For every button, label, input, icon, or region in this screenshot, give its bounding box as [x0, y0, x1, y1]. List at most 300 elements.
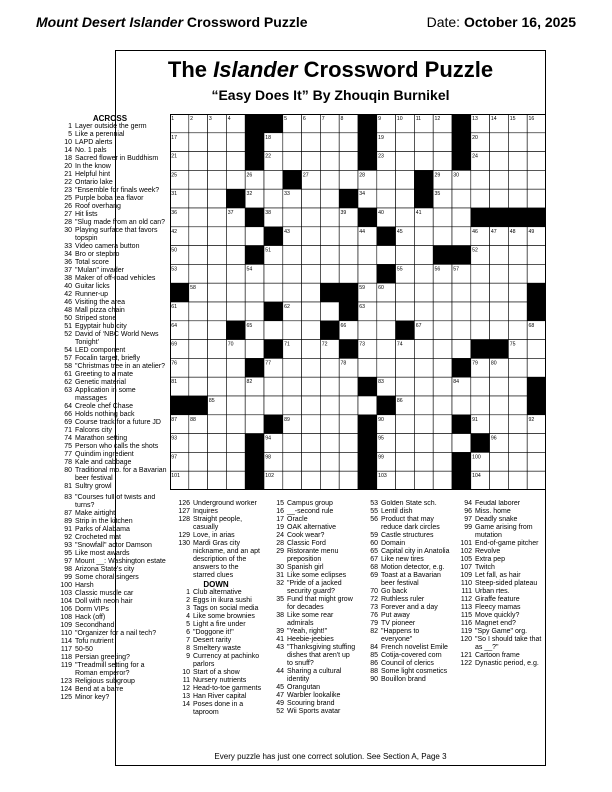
- grid-cell[interactable]: [396, 114, 415, 133]
- grid-cell[interactable]: [283, 321, 302, 340]
- grid-cell[interactable]: [320, 340, 339, 359]
- grid-cell[interactable]: [490, 302, 509, 321]
- grid-cell[interactable]: [264, 283, 283, 302]
- grid-cell[interactable]: [452, 264, 471, 283]
- grid-cell[interactable]: [527, 340, 546, 359]
- grid-cell[interactable]: [527, 114, 546, 133]
- grid-cell[interactable]: [283, 283, 302, 302]
- grid-cell[interactable]: [471, 471, 490, 490]
- grid-cell[interactable]: [320, 452, 339, 471]
- grid-cell[interactable]: [170, 189, 189, 208]
- grid-cell[interactable]: [396, 452, 415, 471]
- grid-cell[interactable]: [527, 133, 546, 152]
- grid-cell[interactable]: [226, 227, 245, 246]
- grid-cell[interactable]: [226, 452, 245, 471]
- grid-cell[interactable]: [283, 152, 302, 171]
- grid-cell[interactable]: [508, 133, 527, 152]
- grid-cell[interactable]: [490, 133, 509, 152]
- grid-cell[interactable]: [508, 264, 527, 283]
- grid-cell[interactable]: [433, 340, 452, 359]
- grid-cell[interactable]: [396, 358, 415, 377]
- grid-cell[interactable]: [208, 189, 227, 208]
- grid-cell[interactable]: [396, 283, 415, 302]
- grid-cell[interactable]: [189, 471, 208, 490]
- grid-cell[interactable]: [414, 152, 433, 171]
- grid-cell[interactable]: [264, 377, 283, 396]
- grid-cell[interactable]: [170, 208, 189, 227]
- grid-cell[interactable]: [527, 227, 546, 246]
- grid-cell[interactable]: [358, 189, 377, 208]
- grid-cell[interactable]: [189, 302, 208, 321]
- grid-cell[interactable]: [245, 321, 264, 340]
- grid-cell[interactable]: [264, 133, 283, 152]
- grid-cell[interactable]: [414, 415, 433, 434]
- grid-cell[interactable]: [320, 302, 339, 321]
- grid-cell[interactable]: [226, 264, 245, 283]
- grid-cell[interactable]: [396, 396, 415, 415]
- grid-cell[interactable]: [358, 246, 377, 265]
- grid-cell[interactable]: [377, 340, 396, 359]
- grid-cell[interactable]: [414, 302, 433, 321]
- grid-cell[interactable]: [452, 340, 471, 359]
- grid-cell[interactable]: [189, 246, 208, 265]
- grid-cell[interactable]: [264, 396, 283, 415]
- grid-cell[interactable]: [189, 208, 208, 227]
- grid-cell[interactable]: [414, 321, 433, 340]
- grid-cell[interactable]: [433, 133, 452, 152]
- grid-cell[interactable]: [471, 152, 490, 171]
- grid-cell[interactable]: [396, 415, 415, 434]
- grid-cell[interactable]: [471, 246, 490, 265]
- grid-cell[interactable]: [226, 377, 245, 396]
- grid-cell[interactable]: [320, 396, 339, 415]
- grid-cell[interactable]: [433, 264, 452, 283]
- grid-cell[interactable]: [208, 246, 227, 265]
- grid-cell[interactable]: [396, 471, 415, 490]
- grid-cell[interactable]: [508, 302, 527, 321]
- grid-cell[interactable]: [320, 434, 339, 453]
- grid-cell[interactable]: [264, 246, 283, 265]
- grid-cell[interactable]: [527, 189, 546, 208]
- grid-cell[interactable]: [208, 321, 227, 340]
- grid-cell[interactable]: [320, 264, 339, 283]
- grid-cell[interactable]: [208, 302, 227, 321]
- grid-cell[interactable]: [433, 358, 452, 377]
- grid-cell[interactable]: [302, 264, 321, 283]
- grid-cell[interactable]: [377, 415, 396, 434]
- grid-cell[interactable]: [208, 208, 227, 227]
- grid-cell[interactable]: [414, 208, 433, 227]
- grid-cell[interactable]: [377, 283, 396, 302]
- grid-cell[interactable]: [302, 302, 321, 321]
- grid-cell[interactable]: [396, 208, 415, 227]
- grid-cell[interactable]: [377, 114, 396, 133]
- grid-cell[interactable]: [490, 152, 509, 171]
- grid-cell[interactable]: [452, 227, 471, 246]
- grid-cell[interactable]: [433, 227, 452, 246]
- grid-cell[interactable]: [208, 452, 227, 471]
- grid-cell[interactable]: [264, 452, 283, 471]
- grid-cell[interactable]: [433, 283, 452, 302]
- grid-cell[interactable]: [283, 396, 302, 415]
- grid-cell[interactable]: [320, 471, 339, 490]
- grid-cell[interactable]: [527, 264, 546, 283]
- grid-cell[interactable]: [302, 227, 321, 246]
- grid-cell[interactable]: [377, 152, 396, 171]
- grid-cell[interactable]: [264, 152, 283, 171]
- grid-cell[interactable]: [339, 227, 358, 246]
- grid-cell[interactable]: [208, 264, 227, 283]
- grid-cell[interactable]: [226, 396, 245, 415]
- grid-cell[interactable]: [377, 434, 396, 453]
- grid-cell[interactable]: [377, 208, 396, 227]
- grid-cell[interactable]: [189, 377, 208, 396]
- grid-cell[interactable]: [302, 358, 321, 377]
- grid-cell[interactable]: [283, 358, 302, 377]
- grid-cell[interactable]: [508, 227, 527, 246]
- grid-cell[interactable]: [396, 152, 415, 171]
- grid-cell[interactable]: [264, 434, 283, 453]
- grid-cell[interactable]: [490, 452, 509, 471]
- grid-cell[interactable]: [490, 377, 509, 396]
- grid-cell[interactable]: [452, 377, 471, 396]
- grid-cell[interactable]: [377, 189, 396, 208]
- grid-cell[interactable]: [189, 189, 208, 208]
- grid-cell[interactable]: [245, 189, 264, 208]
- grid-cell[interactable]: [170, 114, 189, 133]
- grid-cell[interactable]: [508, 283, 527, 302]
- grid-cell[interactable]: [226, 340, 245, 359]
- grid-cell[interactable]: [320, 114, 339, 133]
- grid-cell[interactable]: [226, 170, 245, 189]
- grid-cell[interactable]: [527, 321, 546, 340]
- grid-cell[interactable]: [490, 189, 509, 208]
- grid-cell[interactable]: [339, 434, 358, 453]
- grid-cell[interactable]: [302, 396, 321, 415]
- grid-cell[interactable]: [245, 264, 264, 283]
- grid-cell[interactable]: [226, 133, 245, 152]
- grid-cell[interactable]: [358, 264, 377, 283]
- grid-cell[interactable]: [396, 170, 415, 189]
- grid-cell[interactable]: [490, 471, 509, 490]
- grid-cell[interactable]: [170, 302, 189, 321]
- grid-cell[interactable]: [452, 302, 471, 321]
- grid-cell[interactable]: [527, 152, 546, 171]
- grid-cell[interactable]: [226, 283, 245, 302]
- grid-cell[interactable]: [170, 340, 189, 359]
- grid-cell[interactable]: [471, 415, 490, 434]
- grid-cell[interactable]: [396, 189, 415, 208]
- grid-cell[interactable]: [414, 133, 433, 152]
- grid-cell[interactable]: [302, 133, 321, 152]
- grid-cell[interactable]: [170, 227, 189, 246]
- grid-cell[interactable]: [170, 264, 189, 283]
- grid-cell[interactable]: [358, 358, 377, 377]
- grid-cell[interactable]: [264, 189, 283, 208]
- grid-cell[interactable]: [490, 396, 509, 415]
- grid-cell[interactable]: [339, 246, 358, 265]
- grid-cell[interactable]: [452, 283, 471, 302]
- grid-cell[interactable]: [433, 377, 452, 396]
- grid-cell[interactable]: [302, 471, 321, 490]
- grid-cell[interactable]: [264, 358, 283, 377]
- grid-cell[interactable]: [490, 170, 509, 189]
- grid-cell[interactable]: [245, 377, 264, 396]
- grid-cell[interactable]: [452, 434, 471, 453]
- grid-cell[interactable]: [302, 114, 321, 133]
- grid-cell[interactable]: [490, 415, 509, 434]
- grid-cell[interactable]: [471, 227, 490, 246]
- grid-cell[interactable]: [208, 133, 227, 152]
- grid-cell[interactable]: [414, 471, 433, 490]
- grid-cell[interactable]: [414, 246, 433, 265]
- grid-cell[interactable]: [508, 358, 527, 377]
- grid-cell[interactable]: [396, 264, 415, 283]
- grid-cell[interactable]: [527, 434, 546, 453]
- grid-cell[interactable]: [433, 452, 452, 471]
- grid-cell[interactable]: [339, 471, 358, 490]
- grid-cell[interactable]: [170, 452, 189, 471]
- grid-cell[interactable]: [283, 208, 302, 227]
- grid-cell[interactable]: [189, 452, 208, 471]
- grid-cell[interactable]: [433, 302, 452, 321]
- grid-cell[interactable]: [283, 246, 302, 265]
- grid-cell[interactable]: [433, 321, 452, 340]
- grid-cell[interactable]: [508, 471, 527, 490]
- grid-cell[interactable]: [508, 152, 527, 171]
- grid-cell[interactable]: [490, 246, 509, 265]
- grid-cell[interactable]: [508, 434, 527, 453]
- grid-cell[interactable]: [170, 133, 189, 152]
- grid-cell[interactable]: [414, 264, 433, 283]
- grid-cell[interactable]: [208, 114, 227, 133]
- grid-cell[interactable]: [527, 170, 546, 189]
- grid-cell[interactable]: [170, 152, 189, 171]
- grid-cell[interactable]: [358, 396, 377, 415]
- grid-cell[interactable]: [358, 340, 377, 359]
- grid-cell[interactable]: [320, 133, 339, 152]
- grid-cell[interactable]: [189, 133, 208, 152]
- grid-cell[interactable]: [339, 133, 358, 152]
- grid-cell[interactable]: [339, 396, 358, 415]
- grid-cell[interactable]: [508, 114, 527, 133]
- grid-cell[interactable]: [471, 396, 490, 415]
- grid-cell[interactable]: [208, 227, 227, 246]
- grid-cell[interactable]: [320, 358, 339, 377]
- grid-cell[interactable]: [433, 434, 452, 453]
- grid-cell[interactable]: [396, 133, 415, 152]
- grid-cell[interactable]: [170, 471, 189, 490]
- grid-cell[interactable]: [396, 377, 415, 396]
- grid-cell[interactable]: [189, 434, 208, 453]
- grid-cell[interactable]: [189, 114, 208, 133]
- grid-cell[interactable]: [208, 434, 227, 453]
- grid-cell[interactable]: [189, 170, 208, 189]
- crossword-grid[interactable]: [170, 114, 546, 490]
- grid-cell[interactable]: [433, 170, 452, 189]
- grid-cell[interactable]: [358, 170, 377, 189]
- grid-cell[interactable]: [208, 283, 227, 302]
- grid-cell[interactable]: [283, 227, 302, 246]
- grid-cell[interactable]: [508, 170, 527, 189]
- grid-cell[interactable]: [283, 452, 302, 471]
- grid-cell[interactable]: [226, 114, 245, 133]
- grid-cell[interactable]: [189, 152, 208, 171]
- grid-cell[interactable]: [490, 114, 509, 133]
- grid-cell[interactable]: [527, 452, 546, 471]
- grid-cell[interactable]: [208, 415, 227, 434]
- grid-cell[interactable]: [226, 358, 245, 377]
- grid-cell[interactable]: [320, 189, 339, 208]
- grid-cell[interactable]: [358, 227, 377, 246]
- grid-cell[interactable]: [245, 283, 264, 302]
- grid-cell[interactable]: [377, 302, 396, 321]
- grid-cell[interactable]: [283, 377, 302, 396]
- grid-cell[interactable]: [433, 208, 452, 227]
- grid-cell[interactable]: [302, 340, 321, 359]
- grid-cell[interactable]: [377, 471, 396, 490]
- grid-cell[interactable]: [264, 264, 283, 283]
- grid-cell[interactable]: [245, 227, 264, 246]
- grid-cell[interactable]: [208, 340, 227, 359]
- grid-cell[interactable]: [320, 227, 339, 246]
- grid-cell[interactable]: [471, 264, 490, 283]
- grid-cell[interactable]: [320, 415, 339, 434]
- grid-cell[interactable]: [471, 170, 490, 189]
- grid-cell[interactable]: [414, 358, 433, 377]
- grid-cell[interactable]: [339, 415, 358, 434]
- grid-cell[interactable]: [208, 396, 227, 415]
- grid-cell[interactable]: [433, 114, 452, 133]
- grid-cell[interactable]: [302, 170, 321, 189]
- grid-cell[interactable]: [414, 227, 433, 246]
- grid-cell[interactable]: [320, 152, 339, 171]
- grid-cell[interactable]: [377, 377, 396, 396]
- grid-cell[interactable]: [339, 264, 358, 283]
- grid-cell[interactable]: [433, 471, 452, 490]
- grid-cell[interactable]: [471, 189, 490, 208]
- grid-cell[interactable]: [189, 340, 208, 359]
- grid-cell[interactable]: [377, 133, 396, 152]
- grid-cell[interactable]: [377, 452, 396, 471]
- grid-cell[interactable]: [471, 377, 490, 396]
- grid-cell[interactable]: [283, 264, 302, 283]
- grid-cell[interactable]: [320, 377, 339, 396]
- grid-cell[interactable]: [508, 189, 527, 208]
- grid-cell[interactable]: [433, 189, 452, 208]
- grid-cell[interactable]: [170, 170, 189, 189]
- grid-cell[interactable]: [414, 340, 433, 359]
- grid-cell[interactable]: [452, 170, 471, 189]
- grid-cell[interactable]: [490, 358, 509, 377]
- grid-cell[interactable]: [226, 152, 245, 171]
- grid-cell[interactable]: [226, 415, 245, 434]
- grid-cell[interactable]: [377, 358, 396, 377]
- grid-cell[interactable]: [396, 227, 415, 246]
- grid-cell[interactable]: [226, 434, 245, 453]
- grid-cell[interactable]: [264, 471, 283, 490]
- grid-cell[interactable]: [433, 152, 452, 171]
- grid-cell[interactable]: [226, 302, 245, 321]
- grid-cell[interactable]: [226, 246, 245, 265]
- grid-cell[interactable]: [208, 152, 227, 171]
- grid-cell[interactable]: [245, 415, 264, 434]
- grid-cell[interactable]: [245, 302, 264, 321]
- grid-cell[interactable]: [414, 377, 433, 396]
- grid-cell[interactable]: [396, 340, 415, 359]
- grid-cell[interactable]: [527, 246, 546, 265]
- grid-cell[interactable]: [245, 340, 264, 359]
- grid-cell[interactable]: [189, 227, 208, 246]
- grid-cell[interactable]: [377, 246, 396, 265]
- grid-cell[interactable]: [490, 264, 509, 283]
- grid-cell[interactable]: [189, 264, 208, 283]
- grid-cell[interactable]: [471, 133, 490, 152]
- grid-cell[interactable]: [339, 152, 358, 171]
- grid-cell[interactable]: [189, 415, 208, 434]
- grid-cell[interactable]: [339, 208, 358, 227]
- grid-cell[interactable]: [452, 189, 471, 208]
- grid-cell[interactable]: [208, 358, 227, 377]
- grid-cell[interactable]: [508, 377, 527, 396]
- grid-cell[interactable]: [302, 415, 321, 434]
- grid-cell[interactable]: [283, 415, 302, 434]
- grid-cell[interactable]: [302, 283, 321, 302]
- grid-cell[interactable]: [339, 377, 358, 396]
- grid-cell[interactable]: [283, 114, 302, 133]
- grid-cell[interactable]: [189, 321, 208, 340]
- grid-cell[interactable]: [226, 208, 245, 227]
- grid-cell[interactable]: [339, 170, 358, 189]
- grid-cell[interactable]: [283, 302, 302, 321]
- grid-cell[interactable]: [320, 170, 339, 189]
- grid-cell[interactable]: [471, 114, 490, 133]
- grid-cell[interactable]: [283, 189, 302, 208]
- grid-cell[interactable]: [490, 227, 509, 246]
- grid-cell[interactable]: [208, 170, 227, 189]
- grid-cell[interactable]: [226, 471, 245, 490]
- grid-cell[interactable]: [508, 415, 527, 434]
- grid-cell[interactable]: [339, 114, 358, 133]
- grid-cell[interactable]: [527, 471, 546, 490]
- grid-cell[interactable]: [433, 396, 452, 415]
- grid-cell[interactable]: [320, 208, 339, 227]
- grid-cell[interactable]: [170, 246, 189, 265]
- grid-cell[interactable]: [339, 321, 358, 340]
- grid-cell[interactable]: [170, 415, 189, 434]
- grid-cell[interactable]: [358, 321, 377, 340]
- grid-cell[interactable]: [471, 302, 490, 321]
- grid-cell[interactable]: [452, 321, 471, 340]
- grid-cell[interactable]: [508, 396, 527, 415]
- grid-cell[interactable]: [302, 452, 321, 471]
- grid-cell[interactable]: [264, 321, 283, 340]
- grid-cell[interactable]: [452, 208, 471, 227]
- grid-cell[interactable]: [339, 452, 358, 471]
- grid-cell[interactable]: [358, 302, 377, 321]
- grid-cell[interactable]: [490, 321, 509, 340]
- grid-cell[interactable]: [433, 415, 452, 434]
- grid-cell[interactable]: [377, 321, 396, 340]
- grid-cell[interactable]: [508, 452, 527, 471]
- grid-cell[interactable]: [527, 358, 546, 377]
- grid-cell[interactable]: [527, 415, 546, 434]
- grid-cell[interactable]: [358, 283, 377, 302]
- grid-cell[interactable]: [414, 114, 433, 133]
- grid-cell[interactable]: [170, 321, 189, 340]
- grid-cell[interactable]: [471, 452, 490, 471]
- grid-cell[interactable]: [490, 283, 509, 302]
